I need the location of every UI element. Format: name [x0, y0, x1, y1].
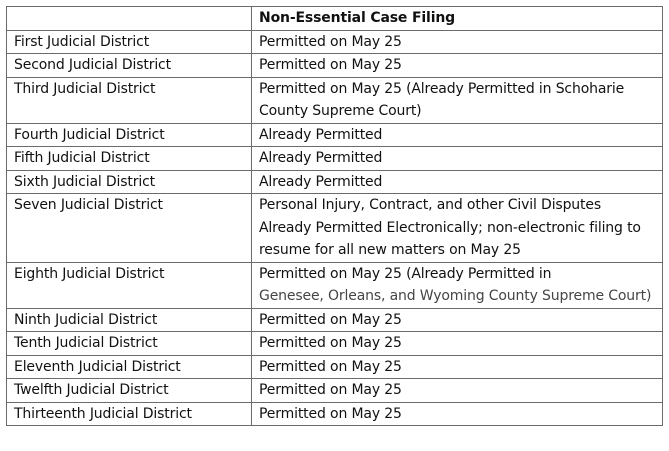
filing-status-cell [252, 262, 663, 308]
table-row [7, 170, 663, 194]
table-row [7, 332, 663, 356]
district-name-cell: First Judicial District [7, 30, 252, 54]
table-row [7, 194, 663, 263]
filing-status-line: Permitted on May 25 (Already Permitted in [259, 265, 552, 282]
filing-status-line: Genesee, Orleans, and Wyoming County Supreme Court) [259, 288, 652, 304]
district-name-cell: Sixth Judicial District [7, 170, 252, 194]
table-row [7, 262, 663, 308]
table-row [7, 77, 663, 123]
table-row [7, 308, 663, 332]
filing-status-cell [252, 194, 663, 263]
district-name-cell: Ninth Judicial District [7, 308, 252, 332]
filing-status-cell: Permitted on May 25 [252, 355, 663, 379]
table-header-row [7, 7, 663, 31]
filing-status-cell: Already Permitted [252, 123, 663, 147]
table-row [7, 123, 663, 147]
header-district-cell [7, 7, 252, 31]
district-name-cell: Eleventh Judicial District [7, 355, 252, 379]
district-name-cell: Fourth Judicial District [7, 123, 252, 147]
district-name-cell: Thirteenth Judicial District [7, 402, 252, 426]
filing-status-cell: Permitted on May 25 (Already Permitted in Schoharie County Supreme Court) [252, 77, 663, 123]
filing-status-cell: Permitted on May 25 [252, 30, 663, 54]
table-row [7, 402, 663, 426]
table-row [7, 30, 663, 54]
filing-status-line: Personal Injury, Contract, and other Civil Disputes [259, 197, 601, 213]
filing-status-cell: Already Permitted [252, 147, 663, 171]
district-name-cell: Tenth Judicial District [7, 332, 252, 356]
district-name-cell: Third Judicial District [7, 77, 252, 123]
district-name-cell: Fifth Judicial District [7, 147, 252, 171]
table-row [7, 147, 663, 171]
filing-status-cell: Permitted on May 25 [252, 402, 663, 426]
filing-status-cell: Permitted on May 25 [252, 332, 663, 356]
filing-status-line: Already Permitted Electronically; non-electronic filing to resume for all new matters on May 25 [259, 219, 641, 258]
table-row [7, 54, 663, 78]
district-filing-table [6, 6, 663, 426]
table-row [7, 379, 663, 403]
filing-status-cell: Permitted on May 25 [252, 308, 663, 332]
table-row [7, 355, 663, 379]
filing-status-cell: Permitted on May 25 [252, 379, 663, 403]
district-name-cell: Twelfth Judicial District [7, 379, 252, 403]
filing-status-cell: Already Permitted [252, 170, 663, 194]
header-filing-cell: Non-Essential Case Filing [252, 7, 663, 31]
district-name-cell: Second Judicial District [7, 54, 252, 78]
filing-status-cell: Permitted on May 25 [252, 54, 663, 78]
district-name-cell: Eighth Judicial District [7, 262, 252, 308]
district-name-cell: Seven Judicial District [7, 194, 252, 263]
